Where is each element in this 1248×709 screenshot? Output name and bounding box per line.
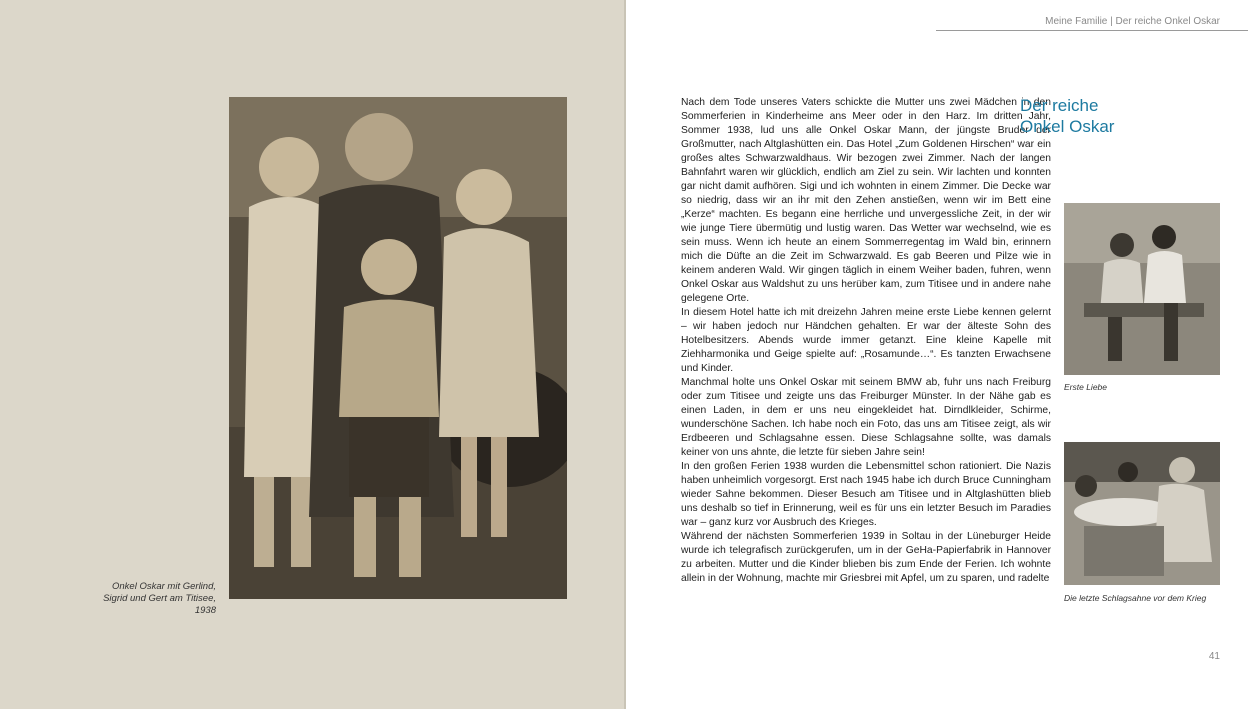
family-photo — [229, 97, 567, 599]
whipped-cream-photo — [1064, 442, 1220, 585]
header-rule — [936, 30, 1248, 31]
title-line: Der reiche — [1020, 96, 1099, 115]
title-line: Onkel Oskar — [1020, 117, 1115, 136]
paragraph: Während der nächsten Sommerferien 1939 in Soltau in der Lüneburger Heide wurde ich telegrafisch zurückgerufen, um in der GeHa-Papierfabrik in Hannover zu arbeiten. Mutter und die Kinder blieben bis zum Ende der Ferien. Ich wohnte allein in der Wohnung, machte mir Griesbrei mit Apfel, um zu sparen, und radelte — [681, 531, 1051, 584]
whipped-cream-caption: Die letzte Schlagsahne vor dem Krieg — [1064, 593, 1207, 603]
paragraph: Manchmal holte uns Onkel Oskar mit seinem BMW ab, fuhr uns nach Freiburg oder zum Titisee und zeigte uns das Freiburger Münster. In der Nähe gab es einen Laden, in dem er uns neu eingekleidet hat. Dirndlkleider, Schirme, wunderschöne Sachen. Ich habe noch ein Foto, das uns am Titisee zeigt, als wir Erdbeeren und Schlagsahne essen. Diese Schlagsahne sollte, was damals keiner von uns ahnte, die letzte für sieben Jahre sein! — [681, 377, 1051, 458]
family-photo-caption: Onkel Oskar mit Gerlind, Sigrid und Gert am Titisee, 1938 — [103, 581, 216, 616]
running-head: Meine Familie | Der reiche Onkel Oskar — [1045, 16, 1220, 27]
paragraph: Nach dem Tode unseres Vaters schickte die Mutter uns zwei Mädchen in den Sommerferien in Kinderheime ans Meer oder in den Harz. Im dritten Jahr, Sommer 1938, lud uns alle Onkel Oskar Mann, der jüngste Bruder der Großmutter, nach Altglashütten ein. Das Hotel „Zum Goldenen Hirschen“ war ein großes altes Schwarzwaldhaus. Wir bezogen zwei Zimmer. Nach der langen Bahnfahrt waren wir glücklich, endlich am Ziel zu sein. Wir lachten und konnten gar nicht damit aufhören. Sigi und ich wohnten in einem Zimmer. Die Decke war so niedrig, dass wir an ihr mit den Zehen anstießen, wenn wir im Bett eine „Kerze“ machten. Es begann eine herrliche und unvergessliche Zeit, in der wir wie junge Tiere übermütig und lustig waren. Das Wetter war wechselnd, wie es sein muss. Wenn ich heute an einem Sommerregentag im Wald bin, erinnern mich die Düfte an die Zeit im Schwarzwald. Es gab Beeren und Pilze wie in keinem anderen Wald. Wir gingen täglich in einem Weiher baden, fuhren, wenn Onkel Oskar aus Waldshut zu uns herüber kam, zum Titisee und in andere nahe gelegene Orte. — [681, 97, 1051, 304]
paragraph: In diesem Hotel hatte ich mit dreizehn Jahren meine erste Liebe kennen gelernt – wir haben jedoch nur Händchen gehalten. Er war der älteste Sohn des Hotelbesitzers. Abends wurde immer getanzt. Eine kleine Kapelle mit Ziehharmonika und Geige spielte auf: „Rosamunde…“. Es tanzten Erwachsene und Kinder. — [681, 307, 1051, 374]
page-number: 41 — [1208, 651, 1220, 662]
first-love-photo — [1064, 203, 1220, 375]
article-body — [681, 96, 1051, 586]
paragraph: In den großen Ferien 1938 wurden die Lebensmittel schon rationiert. Die Nazis haben unheimlich vorgesorgt. Erst nach 1945 habe ich durch Bruce Cunningham wieder Sahne bekommen. Dieser Besuch am Titisee und in Altglashütten blieb uns deshalb so tief in Erinnerung, weil es für uns ein letzter Besuch im Paradies war – ganz kurz vor Ausbruch des Krieges. — [681, 461, 1051, 528]
article-title — [1020, 95, 1220, 137]
first-love-caption: Erste Liebe — [1064, 382, 1107, 392]
